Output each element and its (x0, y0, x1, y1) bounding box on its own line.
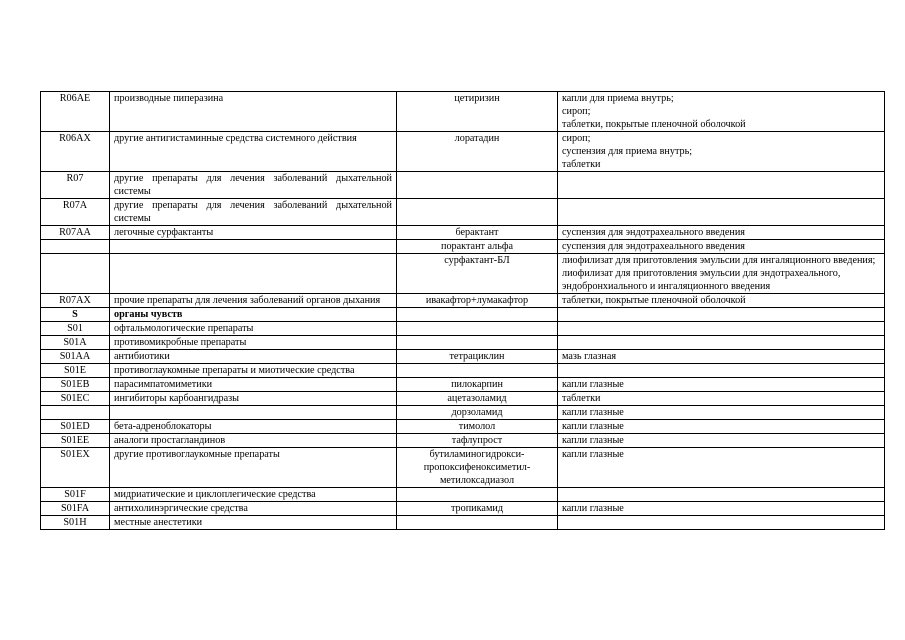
drug-name-cell (397, 322, 558, 336)
group-name-cell: противоглаукомные препараты и миотические средства (110, 364, 397, 378)
dosage-form-cell: суспензия для эндотрахеального введения (558, 240, 885, 254)
dosage-form-cell: сироп; суспензия для приема внутрь; таблетки (558, 132, 885, 172)
drug-name-cell: дорзоламид (397, 406, 558, 420)
group-name-cell: офтальмологические препараты (110, 322, 397, 336)
drug-name-cell (397, 488, 558, 502)
dosage-form-cell (558, 364, 885, 378)
group-name-cell: парасимпатомиметики (110, 378, 397, 392)
group-name-cell: другие препараты для лечения заболеваний дыхательной системы (110, 199, 397, 226)
table-row (41, 336, 885, 350)
dosage-form-cell: капли глазные (558, 406, 885, 420)
dosage-form-cell: капли глазные (558, 502, 885, 516)
atc-code-cell: S01EB (41, 378, 110, 392)
group-name-cell: мидриатические и циклоплегические средства (110, 488, 397, 502)
table-row (41, 226, 885, 240)
group-name-cell: антибиотики (110, 350, 397, 364)
group-name-cell: местные анестетики (110, 516, 397, 530)
drug-name-cell (397, 308, 558, 322)
atc-code-cell: S01FA (41, 502, 110, 516)
group-name-cell (110, 254, 397, 294)
drug-name-cell: ацетазоламид (397, 392, 558, 406)
drug-name-cell: ивакафтор+лумакафтор (397, 294, 558, 308)
atc-code-cell (41, 254, 110, 294)
atc-code-cell: S01EX (41, 448, 110, 488)
dosage-form-cell: капли глазные (558, 420, 885, 434)
dosage-form-cell (558, 308, 885, 322)
group-name-cell: антихолинэргические средства (110, 502, 397, 516)
atc-code-cell (41, 406, 110, 420)
group-name-cell (110, 240, 397, 254)
atc-code-cell: S01H (41, 516, 110, 530)
drug-classification-table (40, 91, 885, 530)
atc-code-cell: S01ED (41, 420, 110, 434)
drug-name-cell (397, 336, 558, 350)
dosage-form-cell: капли глазные (558, 378, 885, 392)
table-row (41, 420, 885, 434)
atc-code-cell: R06AE (41, 92, 110, 132)
group-name-cell (110, 406, 397, 420)
atc-code-cell: S (41, 308, 110, 322)
table-row (41, 350, 885, 364)
drug-name-cell (397, 172, 558, 199)
atc-code-cell: S01 (41, 322, 110, 336)
drug-name-cell: порактант альфа (397, 240, 558, 254)
drug-name-cell: пилокарпин (397, 378, 558, 392)
table-row (41, 364, 885, 378)
drug-name-cell: цетиризин (397, 92, 558, 132)
table-row (41, 254, 885, 294)
table-row (41, 92, 885, 132)
dosage-form-cell: капли для приема внутрь; сироп; таблетки, покрытые пленочной оболочкой (558, 92, 885, 132)
drug-name-cell: лоратадин (397, 132, 558, 172)
table-row (41, 132, 885, 172)
dosage-form-cell: таблетки (558, 392, 885, 406)
group-name-cell: органы чувств (110, 308, 397, 322)
atc-code-cell: S01AA (41, 350, 110, 364)
table-row (41, 406, 885, 420)
table-row (41, 172, 885, 199)
drug-name-cell (397, 199, 558, 226)
table-row (41, 434, 885, 448)
drug-name-cell: берактант (397, 226, 558, 240)
table-row (41, 378, 885, 392)
group-name-cell: легочные сурфактанты (110, 226, 397, 240)
drug-name-cell (397, 364, 558, 378)
atc-code-cell: R07A (41, 199, 110, 226)
dosage-form-cell (558, 516, 885, 530)
drug-name-cell: тимолол (397, 420, 558, 434)
drug-name-cell: бутиламиногидрокси- пропоксифеноксиметил- метилоксадиазол (397, 448, 558, 488)
dosage-form-cell: лиофилизат для приготовления эмульсии для ингаляционного введения; лиофилизат для приготовления эмульсии для эндотрахеального, эндобронхиального и ингаляционного введения (558, 254, 885, 294)
table-row (41, 502, 885, 516)
dosage-form-cell (558, 172, 885, 199)
table-row (41, 308, 885, 322)
dosage-form-cell (558, 336, 885, 350)
drug-name-cell: тетрациклин (397, 350, 558, 364)
group-name-cell: прочие препараты для лечения заболеваний органов дыхания (110, 294, 397, 308)
table-row (41, 240, 885, 254)
table-row (41, 199, 885, 226)
atc-code-cell: S01EE (41, 434, 110, 448)
group-name-cell: бета-адреноблокаторы (110, 420, 397, 434)
drug-name-cell (397, 516, 558, 530)
group-name-cell: другие антигистаминные средства системного действия (110, 132, 397, 172)
dosage-form-cell: капли глазные (558, 434, 885, 448)
atc-code-cell: S01A (41, 336, 110, 350)
atc-code-cell: R06AX (41, 132, 110, 172)
table-row (41, 448, 885, 488)
table-body (41, 92, 885, 530)
group-name-cell: аналоги простагландинов (110, 434, 397, 448)
table-row (41, 392, 885, 406)
atc-code-cell: S01E (41, 364, 110, 378)
drug-name-cell: сурфактант-БЛ (397, 254, 558, 294)
dosage-form-cell: суспензия для эндотрахеального введения (558, 226, 885, 240)
group-name-cell: другие препараты для лечения заболеваний дыхательной системы (110, 172, 397, 199)
table-row (41, 294, 885, 308)
dosage-form-cell: мазь глазная (558, 350, 885, 364)
drug-name-cell: тропикамид (397, 502, 558, 516)
atc-code-cell: R07AA (41, 226, 110, 240)
dosage-form-cell: таблетки, покрытые пленочной оболочкой (558, 294, 885, 308)
group-name-cell: другие противоглаукомные препараты (110, 448, 397, 488)
atc-code-cell: S01F (41, 488, 110, 502)
dosage-form-cell: капли глазные (558, 448, 885, 488)
atc-code-cell (41, 240, 110, 254)
group-name-cell: противомикробные препараты (110, 336, 397, 350)
table-row (41, 516, 885, 530)
group-name-cell: ингибиторы карбоангидразы (110, 392, 397, 406)
atc-code-cell: R07AX (41, 294, 110, 308)
drug-name-cell: тафлупрост (397, 434, 558, 448)
table-row (41, 488, 885, 502)
group-name-cell: производные пиперазина (110, 92, 397, 132)
table-row (41, 322, 885, 336)
atc-code-cell: R07 (41, 172, 110, 199)
atc-code-cell: S01EC (41, 392, 110, 406)
dosage-form-cell (558, 322, 885, 336)
dosage-form-cell (558, 199, 885, 226)
dosage-form-cell (558, 488, 885, 502)
